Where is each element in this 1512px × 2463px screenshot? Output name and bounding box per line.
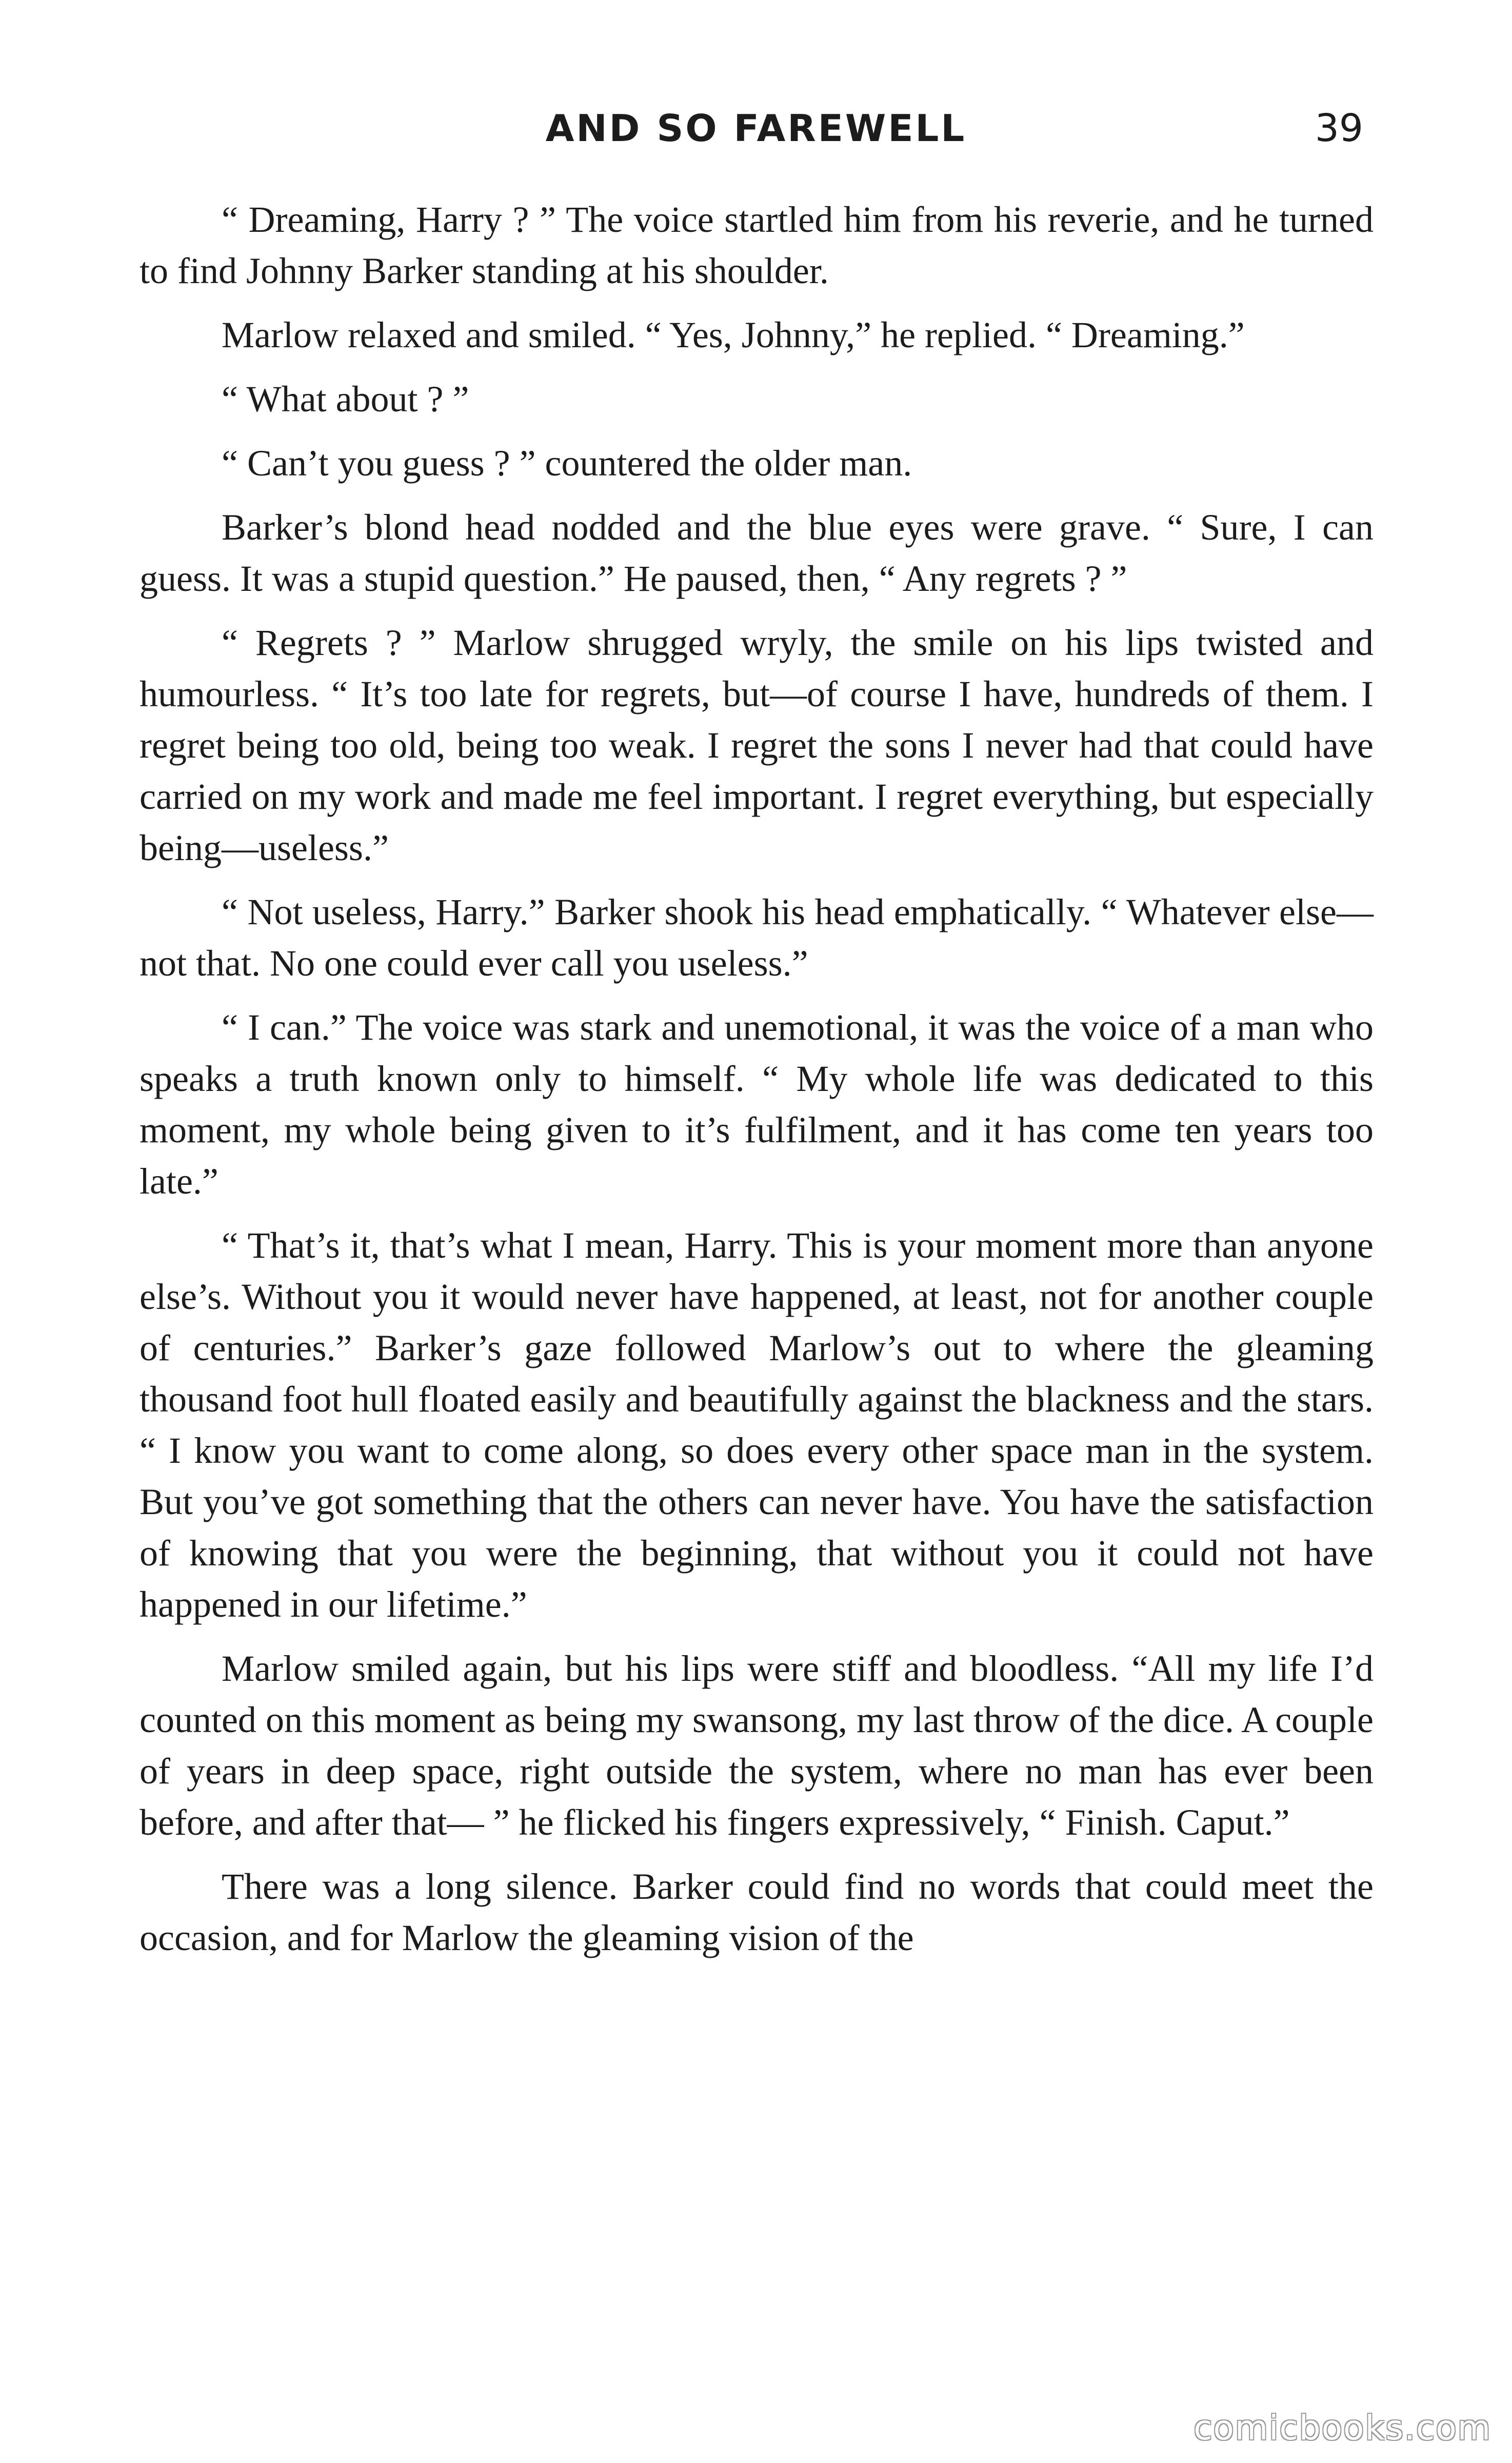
paragraph: “ That’s it, that’s what I mean, Harry. This is your moment more than anyone else’s. Without you it would never have happened, at least, not for another couple of centuries.” Barker’s gaze followed Marlow’s out to where the gleaming thousand foot hull floated easily and beautifully against the blackness and the stars. “ I know you want to come along, so does every other space man in the system. But you’ve got something that the others can never have. You have the satisfaction of knowing that you were the beginning, that without you it could not have happened in our lifetime.” xyxy=(140,1225,1374,1625)
watermark: comicbooks.com xyxy=(1193,2408,1491,2448)
running-head xyxy=(0,100,1512,156)
page-number: 39 xyxy=(1315,106,1363,150)
paragraph: Marlow smiled again, but his lips were stiff and bloodless. “All my life I’d counted on this moment as being my swansong, my last throw of the dice. A couple of years in deep space, right outside the system, where no man has ever been before, and after that— ” he flicked his fingers expressively, “ Finish. Caput.” xyxy=(140,1648,1374,1843)
paragraph: “ Not useless, Harry.” Barker shook his head emphatically. “ Whatever else—not that. No one could ever call you useless.” xyxy=(140,891,1374,984)
paragraph: There was a long silence. Barker could find no words that could meet the occasion, and for Marlow the gleaming vision of the xyxy=(140,1866,1374,1958)
paragraph: “ I can.” The voice was stark and unemotional, it was the voice of a man who speaks a truth known only to himself. “ My whole life was dedicated to this moment, my whole being given to it’s fulfilment, and it has come ten years too late.” xyxy=(140,1007,1374,1202)
body-text xyxy=(140,194,1374,1976)
paragraph: Marlow relaxed and smiled. “ Yes, Johnny,” he replied. “ Dreaming.” xyxy=(222,314,1245,355)
paragraph: “ Dreaming, Harry ? ” The voice startled him from his reverie, and he turned to find Johnny Barker standing at his shoulder. xyxy=(140,199,1374,291)
paragraph: “ Regrets ? ” Marlow shrugged wryly, the smile on his lips twisted and humourless. “ It’s too late for regrets, but—of course I have, hundreds of them. I regret being too old, being too weak. I regret the sons I never had that could have carried on my work and made me feel important. I regret everything, but especially being—useless.” xyxy=(140,622,1374,868)
paragraph: “ Can’t you guess ? ” countered the older man. xyxy=(222,443,912,484)
paragraph: “ What about ? ” xyxy=(222,379,469,420)
chapter-title: AND SO FAREWELL xyxy=(545,107,967,150)
paragraph: Barker’s blond head nodded and the blue eyes were grave. “ Sure, I can guess. It was a stupid question.” He paused, then, “ Any regrets ? ” xyxy=(140,507,1374,599)
